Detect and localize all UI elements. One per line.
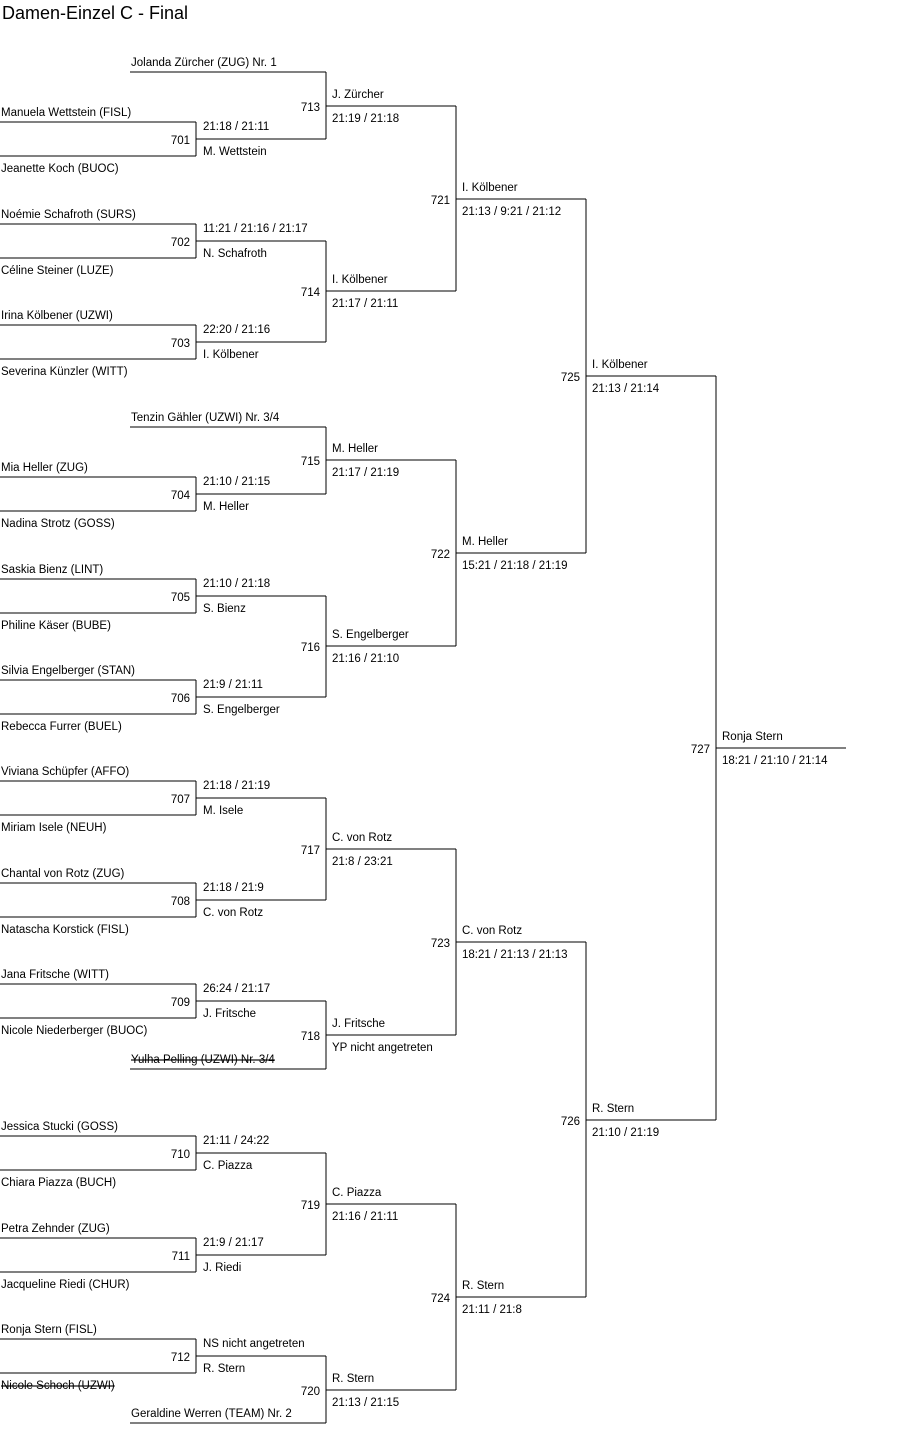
entrant-name: Céline Steiner (LUZE) <box>1 265 114 277</box>
match-score: 21:10 / 21:19 <box>592 1127 660 1139</box>
match-score: 18:21 / 21:10 / 21:14 <box>722 755 828 767</box>
entrant-name: Tenzin Gähler (UZWI) Nr. 3/4 <box>131 412 280 424</box>
match-winner: J. Riedi <box>203 1262 242 1274</box>
entrant-name: Severina Künzler (WITT) <box>1 366 128 378</box>
match-winner: Ronja Stern <box>722 731 783 743</box>
match-number: 706 <box>170 693 190 705</box>
match-score: 21:13 / 21:14 <box>592 383 660 395</box>
match-score: 21:18 / 21:9 <box>203 882 264 894</box>
match-number: 708 <box>170 896 190 908</box>
entrant-name: Nadina Strotz (GOSS) <box>1 518 115 530</box>
match-winner: S. Bienz <box>203 603 246 615</box>
match-winner: M. Isele <box>203 805 244 817</box>
entrant-name: Jana Fritsche (WITT) <box>1 969 109 981</box>
match-score: 21:8 / 23:21 <box>332 856 393 868</box>
match-score: 21:17 / 21:19 <box>332 467 400 479</box>
match-number: 713 <box>300 102 320 114</box>
page-title: Damen-Einzel C - Final <box>2 3 189 23</box>
entrant-name: Noémie Schafroth (SURS) <box>1 209 136 221</box>
match-number: 710 <box>170 1149 190 1161</box>
match-winner: N. Schafroth <box>203 248 267 260</box>
match-number: 723 <box>430 938 450 950</box>
entrant-name: Chiara Piazza (BUCH) <box>1 1177 117 1189</box>
match-winner: R. Stern <box>592 1103 635 1115</box>
match-score: 21:17 / 21:11 <box>332 298 399 310</box>
match-number: 705 <box>170 592 190 604</box>
match-number: 726 <box>560 1116 580 1128</box>
match-winner: R. Stern <box>462 1280 505 1292</box>
match-number: 721 <box>430 195 450 207</box>
match-number: 704 <box>170 490 190 502</box>
match-winner: S. Engelberger <box>332 629 409 641</box>
entrant-name: Philine Käser (BUBE) <box>1 620 111 632</box>
match-winner: I. Kölbener <box>203 349 259 361</box>
match-number: 727 <box>690 744 710 756</box>
entrant-name: Petra Zehnder (ZUG) <box>1 1223 110 1235</box>
match-score: 26:24 / 21:17 <box>203 983 271 995</box>
match-number: 722 <box>430 549 450 561</box>
match-score: 21:13 / 9:21 / 21:12 <box>462 206 562 218</box>
match-winner: C. Piazza <box>203 1160 253 1172</box>
match-number: 725 <box>560 372 580 384</box>
match-winner: M. Heller <box>203 501 250 513</box>
match-score: 21:19 / 21:18 <box>332 113 400 125</box>
match-number: 717 <box>300 845 320 857</box>
match-winner: C. Piazza <box>332 1187 382 1199</box>
match-number: 701 <box>170 135 190 147</box>
entrant-name: Jolanda Zürcher (ZUG) Nr. 1 <box>131 57 277 69</box>
entrant-name: Rebecca Furrer (BUEL) <box>1 721 122 733</box>
entrant-name: Mia Heller (ZUG) <box>1 462 88 474</box>
match-winner: M. Wettstein <box>203 146 267 158</box>
match-score: 15:21 / 21:18 / 21:19 <box>462 560 568 572</box>
entrant-name: Nicole Niederberger (BUOC) <box>1 1025 148 1037</box>
match-score: 21:9 / 21:17 <box>203 1237 264 1249</box>
match-winner: I. Kölbener <box>592 359 648 371</box>
entrant-name: Chantal von Rotz (ZUG) <box>1 868 125 880</box>
match-number: 702 <box>170 237 190 249</box>
entrant-name: Silvia Engelberger (STAN) <box>1 665 136 677</box>
match-winner: M. Heller <box>332 443 379 455</box>
entrant-name: Saskia Bienz (LINT) <box>1 564 104 576</box>
entrant-name: Jeanette Koch (BUOC) <box>1 163 119 175</box>
match-winner: J. Fritsche <box>203 1008 257 1020</box>
entrant-name: Ronja Stern (FISL) <box>1 1324 97 1336</box>
match-number: 724 <box>430 1293 450 1305</box>
match-winner: S. Engelberger <box>203 704 280 716</box>
match-score: 21:16 / 21:10 <box>332 653 400 665</box>
match-number: 716 <box>300 642 320 654</box>
match-score: 21:11 / 24:22 <box>203 1135 270 1147</box>
match-number: 719 <box>300 1200 320 1212</box>
match-score: 21:10 / 21:18 <box>203 578 271 590</box>
match-score: 21:9 / 21:11 <box>203 679 263 691</box>
entrant-name: Jessica Stucki (GOSS) <box>1 1121 118 1133</box>
entrant-name: Viviana Schüpfer (AFFO) <box>1 766 130 778</box>
match-winner: C. von Rotz <box>332 832 393 844</box>
match-number: 707 <box>170 794 190 806</box>
match-score: 11:21 / 21:16 / 21:17 <box>203 223 308 235</box>
match-winner: J. Zürcher <box>332 89 384 101</box>
entrant-name: Yulha Pelling (UZWI) Nr. 3/4 <box>131 1054 275 1066</box>
entrant-name: Natascha Korstick (FISL) <box>1 924 129 936</box>
match-winner: I. Kölbener <box>462 182 518 194</box>
match-winner: M. Heller <box>462 536 509 548</box>
entrant-name: Jacqueline Riedi (CHUR) <box>1 1279 130 1291</box>
match-winner: C. von Rotz <box>203 907 264 919</box>
match-winner: I. Kölbener <box>332 274 388 286</box>
match-score: 21:18 / 21:19 <box>203 780 271 792</box>
match-score: 21:18 / 21:11 <box>203 121 270 133</box>
entrant-name: Miriam Isele (NEUH) <box>1 822 107 834</box>
entrant-name: Irina Kölbener (UZWI) <box>1 310 113 322</box>
match-winner: J. Fritsche <box>332 1018 386 1030</box>
match-number: 714 <box>300 287 320 299</box>
match-number: 703 <box>170 338 190 350</box>
match-score: YP nicht angetreten <box>332 1042 433 1054</box>
match-number: 718 <box>300 1031 320 1043</box>
match-score: 21:10 / 21:15 <box>203 476 271 488</box>
match-winner: R. Stern <box>332 1373 375 1385</box>
match-winner: R. Stern <box>203 1363 246 1375</box>
match-number: 720 <box>300 1386 320 1398</box>
match-score: 22:20 / 21:16 <box>203 324 271 336</box>
match-score: NS nicht angetreten <box>203 1338 305 1350</box>
match-winner: C. von Rotz <box>462 925 523 937</box>
match-score: 21:13 / 21:15 <box>332 1397 400 1409</box>
entrant-name: Geraldine Werren (TEAM) Nr. 2 <box>131 1408 292 1420</box>
match-score: 21:11 / 21:8 <box>462 1304 522 1316</box>
entrant-name: Nicole Schoch (UZWI) <box>1 1380 115 1392</box>
match-number: 715 <box>300 456 320 468</box>
entrant-name: Manuela Wettstein (FISL) <box>1 107 132 119</box>
match-score: 18:21 / 21:13 / 21:13 <box>462 949 568 961</box>
match-number: 709 <box>170 997 190 1009</box>
match-number: 711 <box>171 1251 190 1263</box>
match-number: 712 <box>170 1352 190 1364</box>
match-score: 21:16 / 21:11 <box>332 1211 399 1223</box>
